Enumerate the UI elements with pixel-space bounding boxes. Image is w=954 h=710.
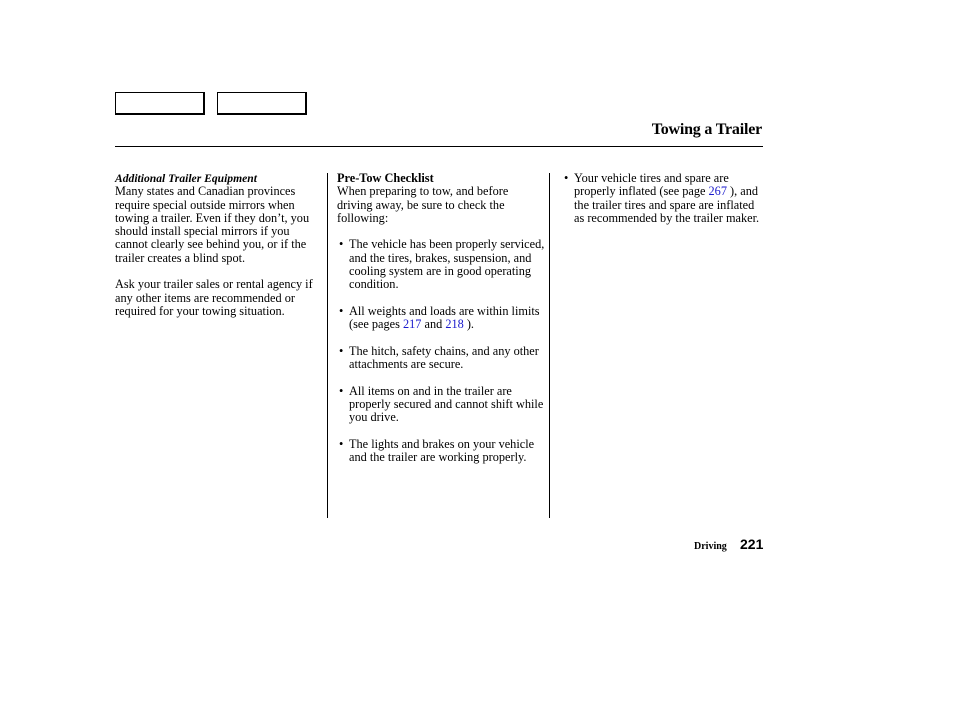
column-1 bbox=[115, 172, 323, 318]
bullet-icon: • bbox=[339, 383, 344, 398]
nav-button-1[interactable] bbox=[115, 92, 205, 115]
page-number: 221 bbox=[740, 536, 764, 552]
checklist-item-lights: • The lights and brakes on your vehicle and the trailer are working properly. bbox=[339, 436, 535, 465]
additional-equipment-heading: Additional Trailer Equipment bbox=[115, 172, 257, 185]
page-link-217[interactable]: 217 bbox=[402, 317, 422, 332]
pre-tow-intro: When preparing to tow, and before driving away, be sure to check the following: bbox=[337, 184, 509, 225]
bullet-icon: • bbox=[339, 237, 344, 252]
checklist-item-hitch: • The hitch, safety chains, and any other attachments are secure. bbox=[339, 343, 539, 372]
checklist-item-tires: • Your vehicle tires and spare are properly inflated (see page 267 ), and the trailer tires and spare are inflated as recommended by the trailer maker. bbox=[564, 171, 760, 225]
page-link-267[interactable]: 267 bbox=[708, 184, 727, 199]
checklist-item-weights: • All weights and loads are within limits (see pages 217 and 218 ). bbox=[339, 303, 540, 332]
page-link-218[interactable]: 218 bbox=[445, 317, 464, 332]
column-3 bbox=[562, 172, 762, 225]
column-divider-2 bbox=[549, 173, 550, 518]
nav-button-2[interactable] bbox=[217, 92, 307, 115]
column-2 bbox=[337, 172, 545, 465]
checklist-item-serviced: • The vehicle has been properly serviced, and the tires, brakes, suspension, and cooling system are in good operating condition. bbox=[339, 237, 545, 292]
bullet-icon: • bbox=[339, 303, 344, 318]
section-label: Driving bbox=[694, 541, 727, 552]
mirrors-paragraph: Many states and Canadian provinces require special outside mirrors when towing a trailer. Even if they don’t, you should install special mirrors if you cannot clearly see behind you, or if the trailer creates a blind spot. bbox=[115, 184, 310, 265]
column-divider-1 bbox=[327, 173, 328, 518]
bullet-icon: • bbox=[339, 436, 344, 451]
pre-tow-checklist-heading: Pre-Tow Checklist bbox=[337, 171, 434, 185]
bullet-icon: • bbox=[339, 343, 344, 358]
page-title: Towing a Trailer bbox=[651, 121, 762, 138]
rental-agency-paragraph: Ask your trailer sales or rental agency if any other items are recommended or required for your towing situation. bbox=[115, 277, 313, 318]
bullet-icon: • bbox=[564, 171, 569, 185]
header-divider bbox=[115, 146, 763, 147]
checklist-item-secured: • All items on and in the trailer are properly secured and cannot shift while you drive. bbox=[339, 383, 544, 425]
